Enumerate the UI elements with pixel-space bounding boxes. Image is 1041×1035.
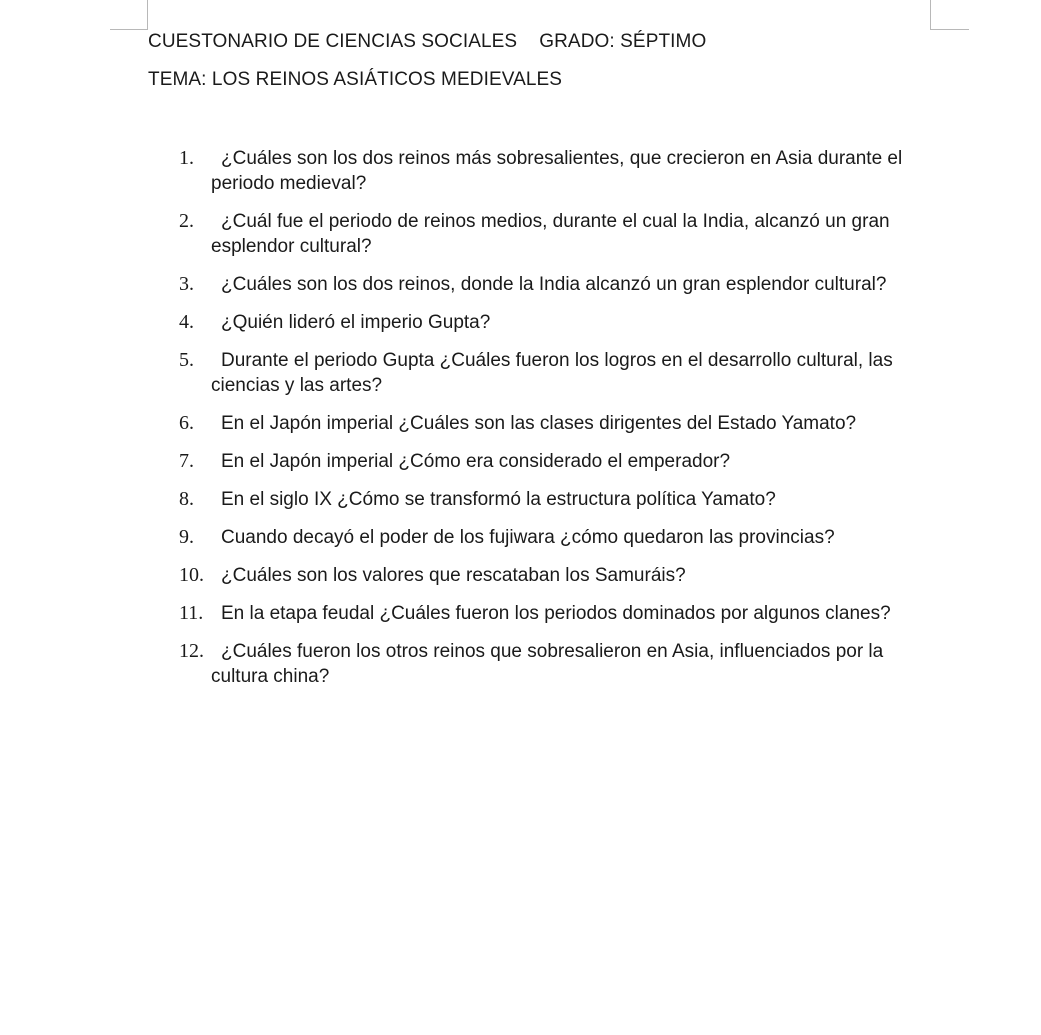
question-item — [179, 209, 939, 259]
question-text: ¿Cuáles son los dos reinos, donde la India alcanzó un gran esplendor cultural? — [221, 274, 887, 295]
crop-mark-top-right — [930, 29, 969, 30]
document-header — [148, 31, 706, 53]
question-text: ¿Quién lideró el imperio Gupta? — [221, 312, 491, 333]
question-item — [179, 525, 939, 550]
question-item — [179, 411, 939, 436]
question-item — [179, 272, 939, 297]
question-number: 12. — [179, 640, 204, 662]
crop-mark-top-left — [147, 0, 148, 30]
question-number: 1. — [179, 147, 194, 169]
question-number: 2. — [179, 210, 194, 232]
question-text: ¿Cuáles son los valores que rescataban los Samuráis? — [221, 565, 686, 586]
question-item — [179, 348, 939, 398]
question-item — [179, 639, 939, 689]
question-text: En el Japón imperial ¿Cuáles son las clases dirigentes del Estado Yamato? — [221, 413, 857, 434]
question-text: ¿Cuál fue el periodo de reinos medios, durante el cual la India, alcanzó un gran esplendor cultural? — [211, 211, 890, 257]
question-text: ¿Cuáles son los dos reinos más sobresalientes, que crecieron en Asia durante el periodo medieval? — [211, 148, 903, 194]
question-number: 5. — [179, 349, 194, 371]
question-number: 3. — [179, 273, 194, 295]
question-text: ¿Cuáles fueron los otros reinos que sobresalieron en Asia, influenciados por la cultura china? — [211, 641, 884, 687]
question-item — [179, 146, 939, 196]
question-number: 11. — [179, 602, 204, 624]
question-number: 6. — [179, 412, 194, 434]
question-item — [179, 487, 939, 512]
question-list — [179, 146, 939, 702]
question-item — [179, 449, 939, 474]
crop-mark-top-left — [110, 29, 148, 30]
grade-label: GRADO: SÉPTIMO — [539, 31, 707, 52]
question-text: En la etapa feudal ¿Cuáles fueron los periodos dominados por algunos clanes? — [221, 603, 891, 624]
crop-mark-top-right — [930, 0, 931, 30]
question-number: 4. — [179, 311, 194, 333]
question-item — [179, 601, 939, 626]
question-text: Durante el periodo Gupta ¿Cuáles fueron los logros en el desarrollo cultural, las ciencias y las artes? — [211, 350, 893, 396]
question-number: 10. — [179, 564, 204, 586]
document-title: CUESTONARIO DE CIENCIAS SOCIALES — [148, 31, 518, 52]
question-number: 8. — [179, 488, 194, 510]
question-number: 9. — [179, 526, 194, 548]
question-text: En el siglo IX ¿Cómo se transformó la estructura política Yamato? — [221, 489, 776, 510]
question-text: En el Japón imperial ¿Cómo era considerado el emperador? — [221, 451, 731, 472]
question-item — [179, 563, 939, 588]
topic-line: TEMA: LOS REINOS ASIÁTICOS MEDIEVALES — [148, 69, 563, 90]
question-text: Cuando decayó el poder de los fujiwara ¿cómo quedaron las provincias? — [221, 527, 835, 548]
question-item — [179, 310, 939, 335]
question-number: 7. — [179, 450, 194, 472]
